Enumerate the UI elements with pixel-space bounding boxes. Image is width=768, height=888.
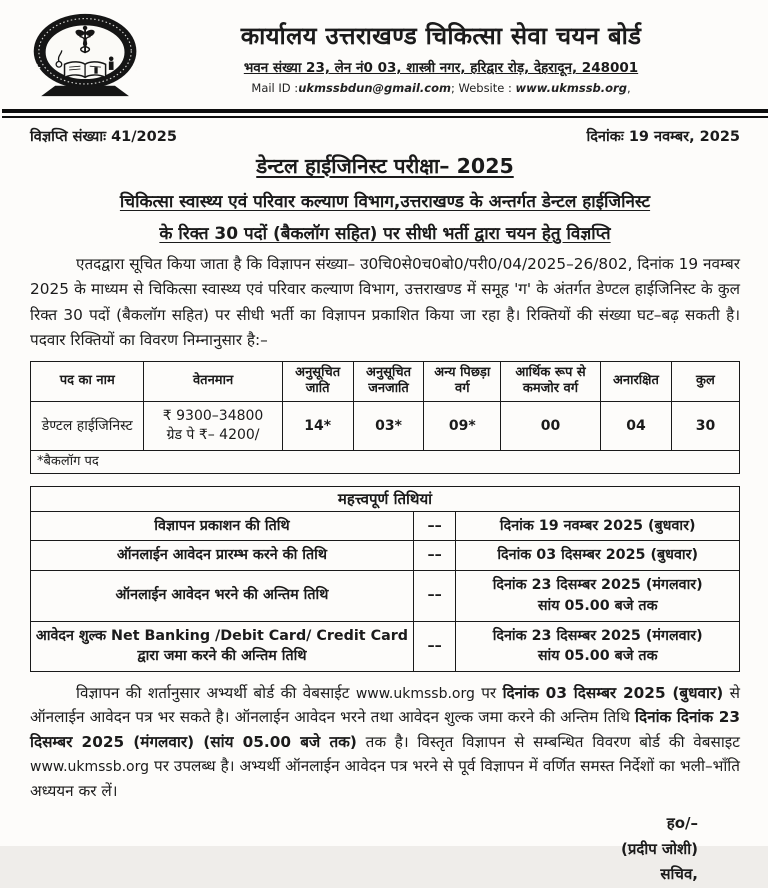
date-row-apply-start [31,541,740,571]
vacancy-header-row [31,361,740,402]
dash-separator: –– [413,541,456,571]
unreserved-count: 04 [601,402,672,451]
date-row-fee-end [31,621,740,671]
closing-paragraph [30,681,740,803]
dates-title-row [31,486,740,511]
dash-separator: –– [413,621,456,671]
total-count: 30 [671,402,739,451]
pay-line-2: ग्रेड पे ₹– 4200/ [146,426,279,445]
col-obc: अन्य पिछड़ा वर्ग [424,361,501,402]
pay-scale-cell [144,402,282,451]
col-pay-scale: वेतनमान [144,361,282,402]
backlog-footnote: *बैकलॉग पद [31,451,740,474]
signatory-name: (प्रदीप जोशी) [30,837,698,863]
ukmssb-emblem-icon [30,12,142,102]
subtitle-line-2: के रिक्त 30 पदों (बैकलॉग सहित) पर सीधी भर्ती द्वारा चयन हेतु विज्ञप्ति [30,221,740,244]
notice-number: विज्ञप्ति संख्याः 41/2025 [30,126,177,146]
date-value-line-2: सांय 05.00 बजे तक [460,646,735,667]
vacancy-data-row [31,402,740,451]
col-sc: अनुसूचित जाति [282,361,353,402]
contact-suffix: , [627,81,631,95]
ews-count: 00 [501,402,601,451]
date-label: ऑनलाईन आवेदन प्रारम्भ करने की तिथि [31,541,414,571]
closing-seg-3: पर [475,684,503,702]
vacancy-footnote-row [31,451,740,474]
closing-seg-5: से ऑनलाईन आवेदन पत्र भर सकते है। ऑनलाईन आवेदन भरने तथा आवेदन शुल्क जमा करने की अन्तिम तिथि [30,684,740,726]
org-name: कार्यालय उत्तराखण्ड चिकित्सा सेवा चयन बोर्ड [142,19,740,52]
document-header [30,12,740,102]
exam-title: डेन्टल हाईजिनिस्ट परीक्षा– 2025 [30,152,740,180]
date-label: ऑनलाईन आवेदन भरने की अन्तिम तिथि [31,571,414,621]
notice-date: दिनांकः 19 नवम्बर, 2025 [586,126,740,146]
date-row-apply-end [31,571,740,621]
dash-separator: –– [413,511,456,541]
website-link-text-2: www.ukmssb.org [30,759,149,775]
sc-count: 14* [282,402,353,451]
svg-text:+: + [132,62,141,74]
mail-label: Mail ID : [251,81,298,95]
closing-seg-1: विज्ञापन की शर्तानुसार अभ्यर्थी बोर्ड की वेबसाईट [76,684,356,702]
svg-text:+: + [33,62,42,74]
date-row-publication [31,511,740,541]
end-date-bold: दिनांक दिनांक 23 दिसम्बर 2025 (मंगलवार) (सांय 05.00 बजे तक) [30,708,740,750]
pay-line-1: ₹ 9300–34800 [146,407,279,426]
date-label: आवेदन शुल्क Net Banking /Debit Card/ Credit Card द्वारा जमा करने की अन्तिम तिथि [31,621,414,671]
website-link-text: www.ukmssb.org [356,686,475,702]
website-address: www.ukmssb.org [516,81,627,95]
website-label: ; Website : [451,81,516,95]
col-ews: आर्थिक रूप से कमजोर वर्ग [501,361,601,402]
signature-block [30,811,740,888]
date-value: दिनांक 03 दिसम्बर 2025 (बुधवार) [456,541,740,571]
date-value [456,571,740,621]
closing-seg-9: पर उपलब्ध है। अभ्यर्थी ऑनलाईन आवेदन पत्र भरने से पूर्व विज्ञापन में वर्णित समस्त निर्देशों का भली–भाँति अध्ययन कर लें। [30,757,740,799]
subtitle-line-1: चिकित्सा स्वास्थ्य एवं परिवार कल्याण विभाग,उत्तराखण्ड के अन्तर्गत डेन्टल हाईजिनिस्ट [30,189,740,212]
org-address: भवन संख्या 23, लेन नं0 03, शास्त्री नगर, हरिद्वार रोड़, देहरादून, 248001 [142,58,740,76]
important-dates-table [30,486,740,672]
start-date-bold: दिनांक 03 दिसम्बर 2025 (बुधवार) [503,684,724,702]
date-value-line-2: सांय 05.00 बजे तक [460,596,735,617]
contact-line [142,81,740,95]
meta-row [30,126,740,146]
date-label: विज्ञापन प्रकाशन की तिथि [31,511,414,541]
st-count: 03* [353,402,424,451]
col-total: कुल [671,361,739,402]
obc-count: 09* [424,402,501,451]
date-value-line-1: दिनांक 23 दिसम्बर 2025 (मंगलवार) [460,626,735,647]
intro-paragraph: एतदद्वारा सूचित किया जाता है कि विज्ञापन संख्या– उ0चि0से0च0बो0/परी0/04/2025–26/802, दिनांक 19 नवम्बर 2025 के माध्यम से चिकित्सा स्वास्थ्य एवं परिवार कल्याण विभाग, उत्तराखण्ड में समूह 'ग' के अंतर्गत डेण्टल हाईजिनिस्ट के कुल रिक्त 30 पदों (बैकलॉग सहित) पर सीधी भर्ती का विज्ञापन प्रकाशित किया जा रहा है। रिक्तियों की संख्या घट–बढ़ सकती है। पदवार रिक्तियों का विवरण निम्नानुसार है:– [30,252,740,354]
dates-table-title: महत्त्वपूर्ण तिथियां [31,486,740,511]
signature-mark: हo/– [30,811,698,837]
date-value-line-1: दिनांक 23 दिसम्बर 2025 (मंगलवार) [460,575,735,596]
closing-seg-7: तक है। विस्तृत विज्ञापन से सम्बन्धित विवरण बोर्ड की वेबसाइट [357,733,740,751]
post-name-cell: डेण्टल हाईजिनिस्ट [31,402,144,451]
date-value [456,621,740,671]
dash-separator: –– [413,571,456,621]
col-post-name: पद का नाम [31,361,144,402]
col-st: अनुसूचित जनजाति [353,361,424,402]
col-unreserved: अनारक्षित [601,361,672,402]
vacancy-table [30,361,740,474]
header-divider [2,109,768,118]
mail-address: ukmssbdun@gmail.com [298,81,451,95]
date-value: दिनांक 19 नवम्बर 2025 (बुधवार) [456,511,740,541]
signatory-designation: सचिव, [30,862,698,888]
